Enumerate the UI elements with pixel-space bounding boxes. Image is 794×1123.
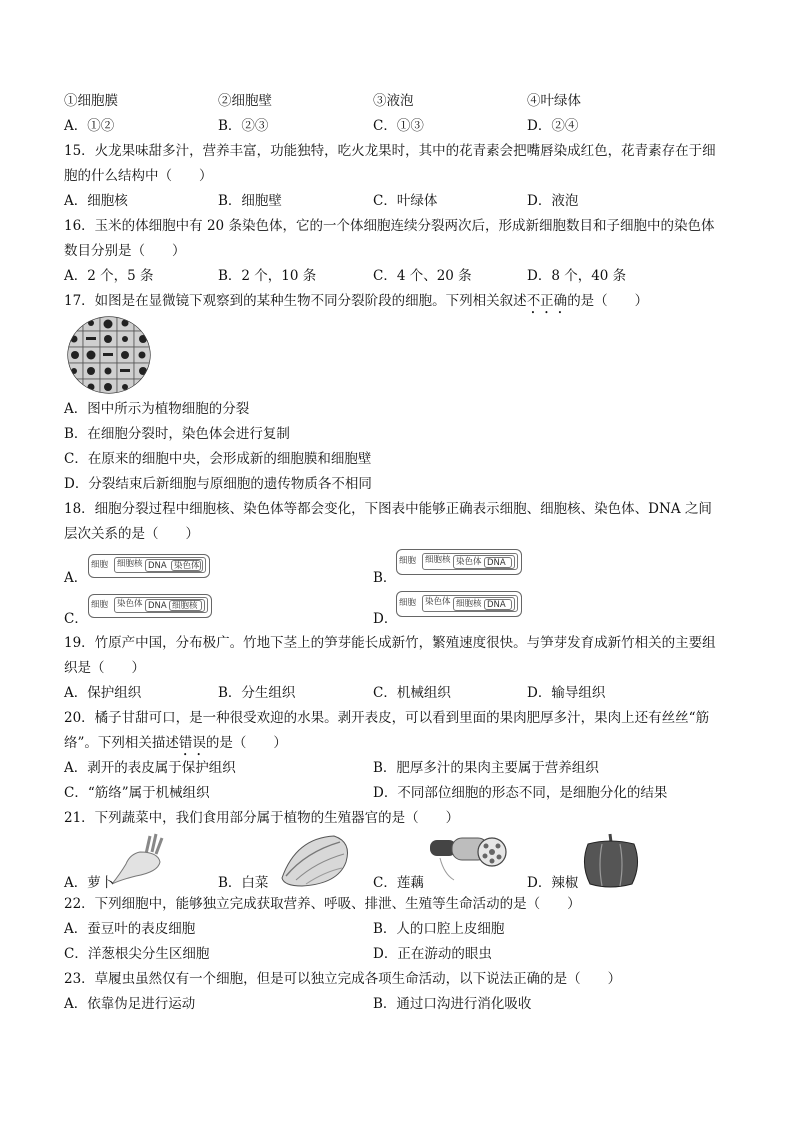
q18-label-b: B．	[373, 570, 397, 586]
q15-stem-line2: 胞的什么结构中（ ）	[64, 168, 213, 184]
q21-option-d: D．辣椒	[527, 875, 579, 891]
q17-option-d: D．分裂结束后新细胞与原细胞的遗传物质各不相同	[64, 476, 372, 492]
q20-option-c: C．“筋络”属于机械组织	[64, 785, 210, 801]
q16-option-a: A．2 个，5 条	[64, 268, 154, 284]
diagram-d-outer-label: 细胞	[399, 598, 417, 608]
q20-stem-text: 络”。下列相关描述	[64, 735, 179, 751]
q18-diagram-b	[396, 549, 522, 575]
diagram-d-level4-label: DNA	[487, 600, 506, 610]
q20-stem-line2	[64, 734, 287, 759]
diagram-c-level3-label: DNA	[148, 601, 167, 611]
cell-division-micrograph	[66, 315, 152, 395]
radish-image	[110, 830, 176, 886]
q18-diagram-d	[396, 591, 522, 617]
diagram-d-level3-label: 细胞核	[456, 599, 482, 609]
diagram-b-outer-label: 细胞	[399, 556, 417, 566]
q20-option-d: D．不同部位细胞的形态不同，是细胞分化的结果	[373, 785, 668, 801]
q18-diagram-c	[88, 594, 212, 618]
diagram-a-level3-label: DNA	[148, 561, 167, 571]
q18-label-d: D．	[373, 611, 398, 627]
q17-stem	[64, 292, 648, 317]
q14-option-b: B．②③	[218, 118, 269, 134]
q22-option-b: B．人的口腔上皮细胞	[373, 921, 505, 937]
q17-option-b: B．在细胞分裂时，染色体会进行复制	[64, 426, 290, 442]
diagram-b-level4-label: DNA	[487, 558, 506, 568]
diagram-d-level2-label: 染色体	[425, 597, 451, 607]
q19-stem-line1: 19．竹原产中国，分布极广。竹地下茎上的笋芽能长成新竹，繁殖速度很快。与笋芽发育成新竹相关的主要组	[64, 635, 716, 651]
q15-option-c: C．叶绿体	[373, 193, 438, 209]
q21-option-b: B．白菜	[218, 875, 269, 891]
q16-option-b: B．2 个，10 条	[218, 268, 317, 284]
q20-option-a: A．剥开的表皮属于保护组织	[64, 760, 236, 776]
q22-option-c: C．洋葱根尖分生区细胞	[64, 946, 210, 962]
q23-stem: 23．草履虫虽然仅有一个细胞，但是可以独立完成各项生命活动，以下说法正确的是（ ）	[64, 971, 622, 987]
diagram-b-level3-label: 染色体	[456, 557, 482, 567]
q16-stem-line1: 16．玉米的体细胞中有 20 条染色体，它的一个体细胞连续分裂两次后，形成新细胞数目和子细胞中的染色体	[64, 218, 715, 234]
q18-stem-line2: 层次关系的是（ ）	[64, 526, 199, 542]
q18-label-a: A．	[64, 570, 88, 586]
q14-item-3: ③液泡	[373, 93, 414, 109]
q21-stem: 21．下列蔬菜中，我们食用部分属于植物的生殖器官的是（ ）	[64, 810, 460, 826]
diagram-b-level2-label: 细胞核	[425, 555, 451, 565]
diagram-c-level4-label: 细胞核	[172, 601, 198, 611]
diagram-c-outer-label: 细胞	[91, 600, 109, 610]
q17-option-c: C．在原来的细胞中央，会形成新的细胞膜和细胞壁	[64, 451, 372, 467]
q22-option-a: A．蚕豆叶的表皮细胞	[64, 921, 196, 937]
q18-diagram-a	[88, 554, 210, 578]
q14-option-d: D．②④	[527, 118, 579, 134]
q18-label-c: C．	[64, 611, 88, 627]
q15-option-b: B．细胞壁	[218, 193, 282, 209]
q15-stem-line1: 15．火龙果味甜多汁，营养丰富，功能独特，吃火龙果时，其中的花青素会把嘴唇染成红色，花青素存在于细	[64, 143, 716, 159]
q19-option-c: C．机械组织	[373, 685, 451, 701]
diagram-a-level4-label: 染色体	[174, 561, 200, 571]
q17-stem-end: 的是（ ）	[567, 293, 649, 309]
q21-option-a: A．萝卜	[64, 875, 115, 891]
q15-option-d: D．液泡	[527, 193, 579, 209]
q17-stem-emphasis: 不正确	[526, 293, 568, 309]
q19-stem-line2: 织是（ ）	[64, 660, 145, 676]
q16-option-d: D．8 个，40 条	[527, 268, 627, 284]
q16-stem-line2: 数目分别是（ ）	[64, 243, 186, 259]
lotus-root-image	[426, 830, 512, 886]
q19-option-b: B．分生组织	[218, 685, 296, 701]
q14-item-2: ②细胞壁	[218, 93, 272, 109]
q23-option-a: A．依靠伪足进行运动	[64, 996, 196, 1012]
q23-option-b: B．通过口沟进行消化吸收	[373, 996, 532, 1012]
q17-option-a: A．图中所示为植物细胞的分裂	[64, 401, 250, 417]
q20-stem-emphasis: 错误	[178, 735, 206, 751]
q14-option-c: C．①③	[373, 118, 424, 134]
q19-option-a: A．保护组织	[64, 685, 142, 701]
diagram-a-outer-label: 细胞	[91, 560, 109, 570]
cabbage-image	[276, 832, 354, 888]
q20-option-b: B．肥厚多汁的果肉主要属于营养组织	[373, 760, 599, 776]
q21-option-c: C．莲藕	[373, 875, 424, 891]
q18-stem-line1: 18．细胞分裂过程中细胞核、染色体等都会变化，下图表中能够正确表示细胞、细胞核、染色体、DNA 之间	[64, 501, 712, 517]
q20-stem-line1: 20．橘子甘甜可口，是一种很受欢迎的水果。剥开表皮，可以看到里面的果肉肥厚多汁，果肉上还有丝丝“筋	[64, 710, 710, 726]
diagram-a-level2-label: 细胞核	[117, 559, 143, 569]
q22-option-d: D．正在游动的眼虫	[373, 946, 492, 962]
q22-stem: 22．下列细胞中，能够独立完成获取营养、呼吸、排泄、生殖等生命活动的是（ ）	[64, 896, 581, 912]
q16-option-c: C．4 个、20 条	[373, 268, 472, 284]
q19-option-d: D．输导组织	[527, 685, 606, 701]
diagram-c-level2-label: 染色体	[117, 599, 143, 609]
q14-option-a: A．①②	[64, 118, 115, 134]
q14-item-4: ④叶绿体	[527, 93, 581, 109]
q14-item-1: ①细胞膜	[64, 93, 118, 109]
pepper-image	[578, 832, 644, 890]
q20-stem-end: 的是（ ）	[205, 735, 287, 751]
q17-stem-text: 17．如图是在显微镜下观察到的某种生物不同分裂阶段的细胞。下列相关叙述	[64, 293, 527, 309]
q15-option-a: A．细胞核	[64, 193, 128, 209]
